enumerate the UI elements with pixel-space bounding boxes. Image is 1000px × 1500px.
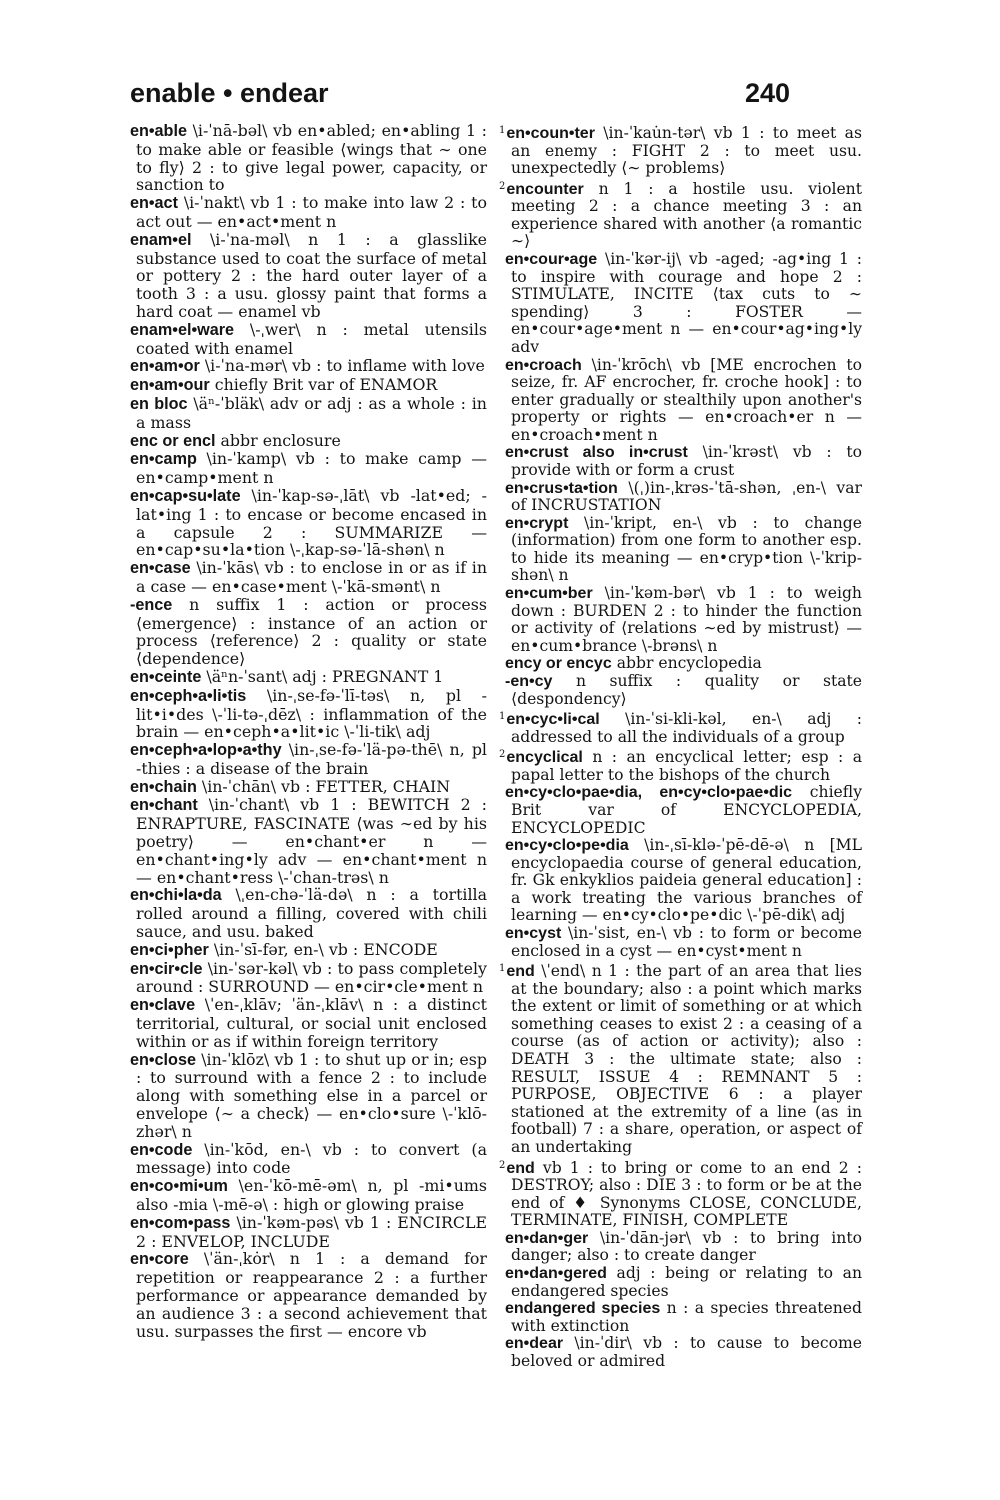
headword: ency or encyc — [505, 655, 612, 673]
definition: \in-ˈchān\ vb : FETTER, CHAIN — [201, 776, 451, 796]
left-column — [130, 122, 487, 1340]
definition: \ˈen-ˌklāv; ˈän-ˌklāv\ n : a distinct territorial, cultural, or social unit enclosed within or as if within foreign territory — [136, 995, 487, 1051]
definition: n 1 : a hostile usu. violent meeting 2 : a chance meeting 3 : an experience shared with another ⟨a romantic ∼⟩ — [511, 179, 862, 251]
headword: en•clave — [130, 996, 196, 1015]
headword: endangered species — [505, 1300, 661, 1318]
homograph-number: 1 — [499, 711, 506, 723]
definition: \-ˌwer\ n : metal utensils coated with enamel — [136, 319, 487, 358]
definition: \in-ˈkrəst\ vb : to provide with or form a crust — [511, 443, 862, 479]
page-header — [130, 76, 790, 116]
definition: \in-ˈkās\ vb : to enclose in or as if in a case — en•case•ment \-ˈkā-smənt\ n — [136, 558, 487, 596]
headword: enam•el•ware — [130, 320, 235, 339]
dictionary-entry — [505, 673, 862, 708]
headword: en•cour•age — [505, 251, 598, 269]
homograph-number: 2 — [499, 180, 506, 192]
dictionary-entry — [505, 357, 862, 445]
definition: \ˈend\ n 1 : the part of an area that lies at the boundary; also : a point which marks the extent or limit of something or at which something ceases to exist 2 : a ceasing of a course (as of action or activity); also : DEATH 3 : the ultimate state; also : RESULT, ISSUE 4 : REMNANT 5 : PURPOSE, OBJECTIVE 6 : a player stationed at the extremity of a line (as in football) 7 : a share, operation, or aspect of an undertaking — [511, 962, 862, 1156]
definition: n : an encyclical letter; esp : a papal letter to the bishops of the church — [511, 748, 862, 784]
headword: encyclical — [506, 749, 583, 767]
headword: en bloc — [130, 394, 188, 413]
dictionary-entry — [505, 585, 862, 655]
dictionary-entry — [505, 655, 862, 673]
headword: en•cir•cle — [130, 959, 203, 978]
definition: \in-ˈsist, en-\ vb : to form or become enclosed in a cyst — en•cyst•ment n — [511, 924, 862, 960]
dictionary-entry — [130, 487, 487, 559]
headword: end — [506, 963, 535, 981]
dictionary-entry — [130, 886, 487, 940]
dictionary-entry — [130, 1051, 487, 1141]
definition: \i-ˈna-məl\ n 1 : a glasslike substance used to coat the surface of metal or pottery 2 : the hard outer layer of a tooth 3 : a usu. glossy paint that forms a hard coat — enamel vb — [136, 229, 487, 321]
definition: adj : being or relating to an endangered species — [511, 1264, 862, 1300]
definition: \in-ˌsī-klə-ˈpē-dē-ə\ n [ML encyclopaedia course of general education, fr. Gk enkyklios paideia general education] : a work treating the various branches of learning — en•cy•clo•pe•dic \-ˈpē-dik\ adj — [511, 836, 862, 925]
dictionary-entry — [130, 687, 487, 741]
headword: en•ci•pher — [130, 940, 209, 959]
headword: en•ceph•a•li•tis — [130, 686, 247, 705]
definition: \in-ˈkript, en-\ vb : to change (information) from one form to another esp. to hide its meaning — en•cryp•tion \-ˈkrip-shən\ n — [511, 513, 862, 585]
definition: \i-ˈna-mər\ vb : to inflame with love — [204, 356, 485, 376]
dictionary-entry — [130, 796, 487, 886]
definition: \ˈän-ˌkȯr\ n 1 : a demand for repetition or reappearance 2 : a further performance or appearance demanded by an audience 3 : a second achievement that usu. surpasses the first — encore vb — [136, 1249, 487, 1341]
dictionary-entry — [130, 231, 487, 321]
headword: en•code — [130, 1140, 193, 1159]
headword: en•ceph•a•lop•a•thy — [130, 741, 282, 760]
headword: enam•el — [130, 230, 192, 249]
headword: en•cap•su•late — [130, 486, 241, 505]
definition: \in-ˈkau̇n-tər\ vb 1 : to meet as an enemy : FIGHT 2 : to meet usu. unexpectedly ⟨∼ problems⟩ — [511, 124, 862, 178]
dictionary-entry — [130, 357, 487, 376]
headword: encounter — [506, 180, 584, 198]
headword: en•dan•gered — [505, 1265, 607, 1282]
dictionary-entry — [130, 941, 487, 960]
headword: -ence — [130, 595, 173, 614]
dictionary-entry — [499, 178, 862, 251]
dictionary-entry — [505, 515, 862, 585]
dictionary-entry — [505, 444, 862, 479]
headword: en•chain — [130, 777, 197, 796]
headword: en•cyc•li•cal — [506, 711, 600, 729]
dictionary-entry — [130, 1214, 487, 1251]
definition: \in-ˈsi-kli-kəl, en-\ adj : addressed to all the individuals of a group — [511, 710, 862, 746]
dictionary-entry — [505, 1230, 862, 1265]
dictionary-entry — [505, 1300, 862, 1335]
dictionary-entry — [130, 741, 487, 778]
dictionary-entry — [505, 480, 862, 515]
dictionary-entry — [505, 1335, 862, 1370]
headword: en•dear — [505, 1335, 564, 1353]
definition: chiefly Brit var of ENAMOR — [214, 375, 438, 395]
headword: en•crust also in•crust — [505, 444, 688, 462]
dictionary-entry — [499, 746, 862, 784]
headword: en•am•or — [130, 357, 200, 376]
dictionary-entry — [130, 596, 487, 668]
dictionary-entry — [505, 837, 862, 925]
dictionary-entry — [130, 668, 487, 687]
dictionary-entry — [499, 708, 862, 746]
headword: en•dan•ger — [505, 1229, 589, 1247]
headword: en•crypt — [505, 514, 569, 532]
definition: \in-ˈkōd, en-\ vb : to convert (a message) into code — [136, 1139, 487, 1178]
definition: \in-ˈklōz\ vb 1 : to shut up or in; esp : to surround with a fence 2 : to include along with something else in a parcel or envelope ⟨∼ a check⟩ — en•clo•sure \-ˈklō-zhər\ n — [136, 1049, 487, 1141]
definition: \in-ˈchant\ vb 1 : BEWITCH 2 : ENRAPTURE, FASCINATE ⟨was ∼ed by his poetry⟩ — en•chant•er n — en•chant•ing•ly adv — en•chant•ment n — en•chant•ress \-ˈchan-trəs\ n — [136, 795, 487, 887]
definition: \in-ˈkəm-bər\ vb 1 : to weigh down : BURDEN 2 : to hinder the function or activity of ⟨relations ∼ed by mistrust⟩ — en•cum•brance \-brəns\ n — [511, 584, 862, 655]
definition: n : a species threatened with extinction — [511, 1299, 863, 1335]
dictionary-entry — [505, 925, 862, 960]
dictionary-entry — [130, 559, 487, 596]
dictionary-entry — [130, 122, 487, 194]
definition: \in-ˈdir\ vb : to cause to become beloved or admired — [511, 1334, 862, 1370]
definition: \(ˌ)in-ˌkrəs-ˈtā-shən, ˌen-\ var of INCRUSTATION — [511, 478, 862, 515]
dictionary-entry — [130, 778, 487, 797]
dictionary-entry — [130, 1250, 487, 1340]
headword: en•co•mi•um — [130, 1177, 228, 1196]
headword: en•ceinte — [130, 667, 202, 686]
definition: \in-ˈsər-kəl\ vb : to pass completely around : SURROUND — en•cir•cle•ment n — [136, 958, 487, 997]
definition: \in-ˌse-fə-ˈlī-təs\ n, pl -lit•i•des \-ˈli-tə-ˌdēz\ : inflammation of the brain — en•ceph•a•lit•ic \-ˈli-tik\ adj — [136, 685, 487, 742]
homograph-number: 1 — [499, 125, 506, 136]
definition: \in-ˌse-fə-ˈlä-pə-thē\ n, pl -thies : a disease of the brain — [136, 740, 487, 778]
dictionary-entry — [130, 1177, 487, 1214]
definition: \in-ˈkrōch\ vb [ME encrochen to seize, fr. AF encrocher, fr. croche hook] : to enter gradually or stealthily upon another's property or rights — en•croach•er n — en•croach•ment n — [511, 355, 863, 444]
headword: en•crus•ta•tion — [505, 479, 618, 497]
definition: \in-ˈsī-fər, en-\ vb : ENCODE — [213, 939, 438, 959]
definition: \i-ˈnā-bəl\ vb en•abled; en•abling 1 : to make able or feasible ⟨wings that ∼ one to fly⟩ 2 : to give legal power, capacity, or sanction to — [136, 121, 487, 195]
guide-words: enable • endear — [130, 78, 329, 108]
dictionary-entry — [130, 321, 487, 358]
definition: abbr enclosure — [220, 430, 341, 450]
page-number: 240 — [744, 78, 790, 108]
definition: n suffix 1 : action or process ⟨emergence⟩ : instance of an action or process ⟨reference⟩ 2 : quality or state ⟨dependence⟩ — [136, 594, 487, 669]
dictionary-entry — [505, 1265, 862, 1300]
definition: \in-ˈkər-ij\ vb -aged; -ag•ing 1 : to inspire with courage and hope 2 : STIMULATE, INCITE ⟨tax cuts to ∼ spending⟩ 3 : FOSTER — en•cour•age•ment n — en•cour•ag•ing•ly adv — [511, 250, 862, 356]
headword: en•core — [130, 1250, 189, 1269]
headword: en•camp — [130, 450, 197, 469]
right-column — [499, 122, 863, 1370]
dictionary-entry — [130, 960, 487, 997]
homograph-number: 2 — [499, 1159, 506, 1171]
definition: \en-ˈkō-mē-əm\ n, pl -mi•ums also -mia \-mē-ə\ : high or glowing praise — [136, 1176, 487, 1215]
definition: \ˌen-chə-ˈlä-də\ n : a tortilla rolled around a filling, covered with chili sauce, and usu. baked — [136, 885, 487, 942]
headword: en•cy•clo•pe•dia — [505, 837, 629, 855]
headword: en•chant — [130, 796, 198, 815]
headword: -en•cy — [505, 672, 553, 690]
headword: en•cum•ber — [505, 585, 593, 603]
headword: end — [506, 1159, 535, 1177]
dictionary-entry — [130, 432, 487, 451]
headword: en•am•our — [130, 376, 210, 395]
dictionary-entry — [130, 194, 487, 231]
definition: \in-ˈkəm-pəs\ vb 1 : ENCIRCLE 2 : ENVELOP, INCLUDE — [136, 1212, 487, 1251]
dictionary-entry — [499, 1157, 862, 1230]
definition: vb 1 : to bring or come to an end 2 : DESTROY; also : DIE 3 : to form or be at the end of ♦ Synonyms CLOSE, CONCLUDE, TERMINATE, FINISH, COMPLETE — [511, 1158, 862, 1230]
definition: \äⁿn-ˈsant\ adj : PREGNANT 1 — [206, 666, 444, 686]
headword: en•cy•clo•pae•dia, en•cy•clo•pae•dic — [505, 784, 793, 802]
headword: en•croach — [505, 356, 582, 374]
dictionary-entry — [130, 395, 487, 432]
dictionary-entry — [130, 450, 487, 487]
dictionary-entry — [499, 960, 862, 1156]
dictionary-entry — [499, 122, 862, 178]
headword: en•cyst — [505, 925, 562, 943]
homograph-number: 1 — [499, 963, 506, 975]
headword: en•close — [130, 1050, 196, 1069]
dictionary-entry — [130, 376, 487, 395]
dictionary-entry — [505, 251, 862, 356]
homograph-number: 2 — [499, 749, 506, 761]
definition: \i-ˈnakt\ vb 1 : to make into law 2 : to act out — en•act•ment n — [136, 193, 487, 231]
definition: \äⁿ-ˈbläk\ adv or adj : as a whole : in a mass — [136, 393, 487, 432]
dictionary-entry — [130, 1141, 487, 1178]
headword: en•act — [130, 194, 178, 213]
headword: en•case — [130, 559, 191, 578]
definition: \in-ˈdān-jər\ vb : to bring into danger; also : to create danger — [511, 1228, 862, 1265]
headword: en•com•pass — [130, 1213, 231, 1232]
definition: \in-ˈkap-sə-ˌlāt\ vb -lat•ed; -lat•ing 1 : to encase or become encased in a capsule 2 : SUMMARIZE — en•cap•su•la•tion \-ˌkap-sə-ˈlā-shən\ n — [136, 485, 487, 560]
dictionary-entry — [130, 996, 487, 1050]
headword: en•able — [130, 122, 187, 140]
definition: chiefly Brit var of ENCYCLOPEDIA, ENCYCLOPEDIC — [511, 783, 862, 837]
dictionary-entry — [505, 784, 862, 837]
headword: en•coun•ter — [506, 125, 595, 142]
definition: n suffix : quality or state ⟨despondency⟩ — [511, 671, 862, 708]
headword: en•chi•la•da — [130, 886, 222, 905]
definition: \in-ˈkamp\ vb : to make camp — en•camp•ment n — [136, 449, 487, 488]
definition: abbr encyclopedia — [616, 654, 762, 673]
headword: enc or encl — [130, 431, 216, 450]
